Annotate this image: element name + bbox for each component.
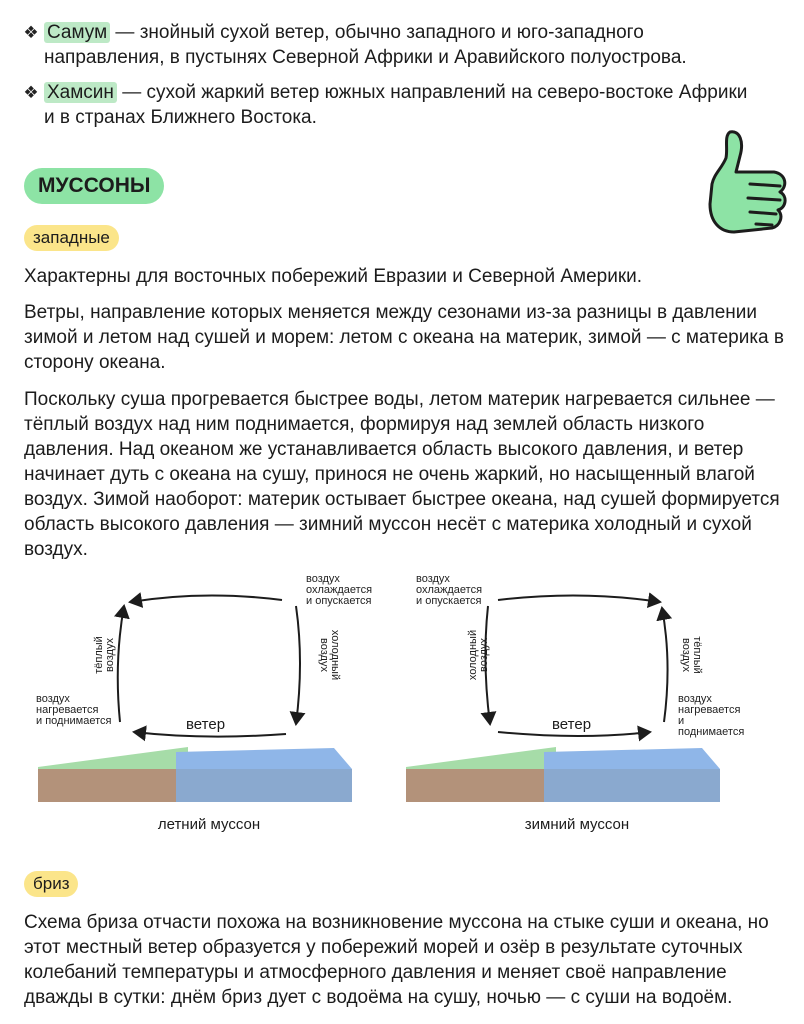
arrow-right-up [662,608,668,722]
arrow-top [498,595,660,602]
tag-breeze: бриз [24,871,78,897]
diagram-summer-monsoon [34,562,384,842]
arrow-right-down [296,606,300,724]
sea-top [176,748,352,769]
diamond-bullet-icon: ❖ [23,83,39,102]
label-air-heats: воздух нагревается и поднимается [678,693,745,738]
wind-description: — знойный сухой ветер, обычно западного и юго-западного направления, в пустынях Северной Африки и Аравийского полуострова. [44,22,687,68]
paragraph-regions: Характерны для восточных побережий Евразии и Северной Америки. [24,266,643,287]
land-side [406,769,544,802]
sea-top [544,748,720,769]
wind-item-samum [22,20,762,70]
label-air-heats: воздух нагревается и поднимается [36,693,112,727]
tag-west: западные [24,225,119,251]
label-wind: ветер [186,716,226,733]
label-warm-air: тёплый воздух [679,636,703,674]
thumbs-up-icon [700,128,796,238]
diamond-bullet-icon: ❖ [23,23,39,42]
paragraph-breeze: Схема бриза отчасти похожа на возникновение муссона на стыке суши и океана, но этот местный ветер образуется у побережий морей и озёр в результате суточных колебаний температуры и атмосферного давления и меняет своё направление дважды в сутки: днём бриз дует с водоёма на сушу, ночью — с суши на водоём. [24,912,769,1008]
arrow-left-up [118,606,124,722]
wind-item-khamsin [22,80,762,130]
label-wind: ветер [552,716,592,733]
wind-term: Хамсин [44,82,117,103]
land-top [38,747,188,769]
land-top [406,747,556,769]
label-cold-air: холодный воздух [318,629,342,681]
sea-side [544,769,720,802]
wind-term: Самум [44,22,110,43]
caption-winter-monsoon: зимний муссон [524,816,630,833]
label-air-cools: воздух охлаждается и опускается [306,573,373,607]
paragraph-definition: Ветры, направление которых меняется между сезонами из-за разницы в давлении зимой и летом над сушей и морем: летом с океана на материк, зимой — с материка в сторону океана. [24,302,784,373]
land-side [38,769,176,802]
wind-description: — сухой жаркий ветер южных направлений на северо-востоке Африки и в странах Ближнего Востока. [44,82,748,128]
label-warm-air: тёплый воздух [92,636,116,674]
diagram-winter-monsoon [402,562,752,842]
caption-summer-monsoon: летний муссон [157,816,261,833]
paragraph-mechanism: Поскольку суша прогревается быстрее воды, летом материк нагревается сильнее — тёплый воздух над ним поднимается, формируя над землей область низкого давления. Над океаном же устанавливается область высокого давления, и ветер начинает дуть с океана на сушу, принося не очень жаркий, но насыщенный влагой воздух. Зимой наоборот: материк остывает быстрее океана, над сушей формируется область высокого давления — зимний муссон несёт с материка холодный и сухой воздух. [24,389,780,560]
sea-side [176,769,352,802]
label-air-cools: воздух охлаждается и опускается [416,573,483,607]
arrow-top [130,595,282,602]
label-cold-air: холодный воздух [467,629,491,681]
section-title-monsoons: МУССОНЫ [24,168,164,204]
